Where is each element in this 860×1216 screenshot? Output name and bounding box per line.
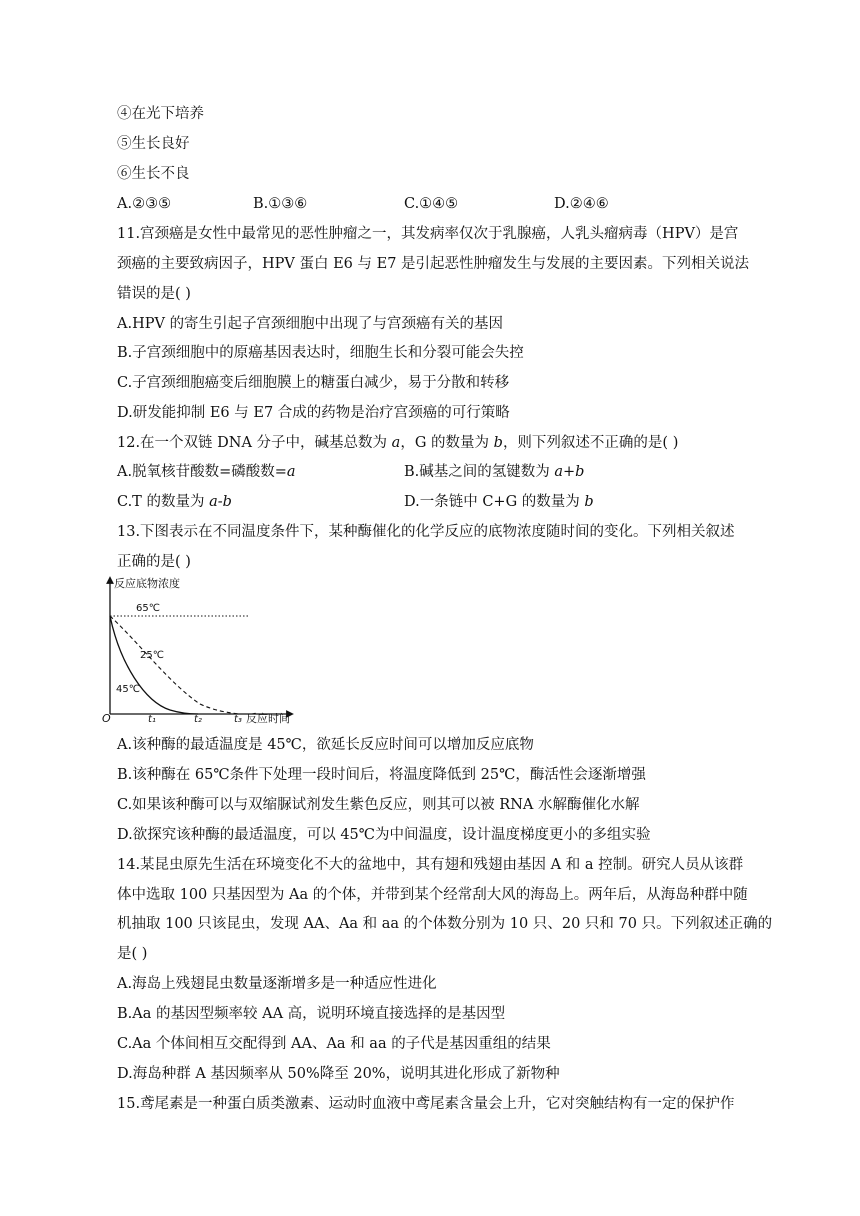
- q10-option-b: B.①③⑥: [253, 196, 308, 212]
- q14-stem-line-3: 机抽取 100 只该昆虫，发现 AA、Aa 和 aa 的个体数分别为 10 只、20 只和 70 只。下列叙述正确的: [117, 916, 773, 932]
- series-25c-label: 25℃: [140, 650, 164, 661]
- x-axis-label: 反应时间: [246, 712, 290, 725]
- q12-option-b: [404, 462, 584, 482]
- q12-option-b-expr: a+b: [554, 464, 585, 480]
- q10-item-4: ④在光下培养: [117, 106, 204, 122]
- q11-option-b: B.子宫颈细胞中的原癌基因表达时，细胞生长和分裂可能会失控: [117, 345, 524, 361]
- q12-option-c-text: C.T 的数量为: [117, 494, 210, 510]
- q10-item-6: ⑥生长不良: [117, 166, 190, 182]
- q14-option-d: D.海岛种群 A 基因频率从 50%降至 20%，说明其进化形成了新物种: [117, 1066, 560, 1082]
- q14-stem-line-4: 是( ): [117, 946, 148, 962]
- q12-option-c-expr: a-b: [209, 494, 232, 510]
- q13-stem-line-2: 正确的是( ): [117, 554, 191, 570]
- q12-stem-part-3: ，则下列叙述不正确的是( ): [502, 435, 679, 451]
- q12-option-b-text: B.碱基之间的氢键数为: [404, 464, 555, 480]
- q11-option-d: D.研发能抑制 E6 与 E7 合成的药物是治疗宫颈癌的可行策略: [117, 405, 510, 421]
- series-65c-label: 65℃: [136, 603, 160, 614]
- y-axis-label: 反应底物浓度: [114, 577, 180, 590]
- q13-option-c: C.如果该种酶可以与双缩脲试剂发生紫色反应，则其可以被 RNA 水解酶催化水解: [117, 797, 640, 813]
- q14-option-c: C.Aa 个体间相互交配得到 AA、Aa 和 aa 的子代是基因重组的结果: [117, 1036, 551, 1052]
- series-45c-label: 45℃: [116, 684, 140, 695]
- x-tick-t1: t₁: [148, 714, 156, 725]
- q14-stem-line-2: 体中选取 100 只基因型为 Aa 的个体，并带到某个经常刮大风的海岛上。两年后，从海岛种群中随: [117, 887, 748, 903]
- q12-option-d-var: b: [584, 494, 594, 510]
- q12-var-b: b: [493, 435, 503, 451]
- q12-option-a-var: a: [286, 464, 296, 480]
- q12-option-a: [117, 462, 296, 482]
- q15-stem-line-1: 15.鸢尾素是一种蛋白质类激素、运动时血液中鸢尾素含量会上升，它对突触结构有一定的保护作: [117, 1096, 735, 1112]
- x-tick-t3: t₃: [234, 714, 242, 725]
- q12-option-d: [404, 492, 594, 512]
- q11-stem-line-2: 颈癌的主要致病因子，HPV 蛋白 E6 与 E7 是引起恶性肿瘤发生与发展的主要因素。下列相关说法: [117, 256, 750, 272]
- q12-option-a-text: A.脱氧核苷酸数=磷酸数=: [117, 464, 287, 480]
- q12-stem-part-2: ，G 的数量为: [400, 435, 494, 451]
- q12-var-a: a: [391, 435, 401, 451]
- substrate-concentration-chart: [100, 574, 300, 726]
- q13-stem-line-1: 13.下图表示在不同温度条件下，某种酶催化的化学反应的底物浓度随时间的变化。下列相关叙述: [117, 524, 735, 540]
- q13-option-a: A.该种酶的最适温度是 45℃，欲延长反应时间可以增加反应底物: [117, 737, 534, 753]
- q12-option-d-text: D.一条链中 C+G 的数量为: [404, 494, 585, 510]
- series-25c-line: [110, 616, 240, 714]
- q14-option-a: A.海岛上残翅昆虫数量逐渐增多是一种适应性进化: [117, 976, 437, 992]
- x-tick-t2: t₂: [194, 714, 202, 725]
- origin-label: O: [102, 712, 111, 725]
- q14-option-b: B.Aa 的基因型频率较 AA 高，说明环境直接选择的是基因型: [117, 1006, 506, 1022]
- q11-option-c: C.子宫颈细胞癌变后细胞膜上的糖蛋白减少，易于分散和转移: [117, 375, 510, 391]
- q10-option-a: A.②③⑤: [117, 196, 172, 212]
- q11-stem-line-3: 错误的是( ): [117, 286, 191, 302]
- q11-option-a: A.HPV 的寄生引起子宫颈细胞中出现了与宫颈癌有关的基因: [117, 316, 504, 332]
- q10-option-d: D.②④⑥: [554, 196, 609, 212]
- q14-stem-line-1: 14.某昆虫原先生活在环境变化不大的盆地中，其有翅和残翅由基因 A 和 a 控制。研究人员从该群: [117, 857, 744, 873]
- q10-item-5: ⑤生长良好: [117, 136, 190, 152]
- q11-stem-line-1: 11.宫颈癌是女性中最常见的恶性肿瘤之一，其发病率仅次于乳腺癌，人乳头瘤病毒（HPV）是宫: [117, 226, 739, 242]
- q13-option-b: B.该种酶在 65℃条件下处理一段时间后，将温度降低到 25℃，酶活性会逐渐增强: [117, 767, 646, 783]
- q12-option-c: [117, 492, 232, 512]
- q10-option-c: C.①④⑤: [404, 196, 459, 212]
- q13-option-d: D.欲探究该种酶的最适温度，可以 45℃为中间温度，设计温度梯度更小的多组实验: [117, 827, 651, 843]
- q12-stem: [117, 433, 678, 453]
- q12-stem-part-1: 12.在一个双链 DNA 分子中，碱基总数为: [117, 435, 392, 451]
- series-45c-line: [110, 616, 198, 714]
